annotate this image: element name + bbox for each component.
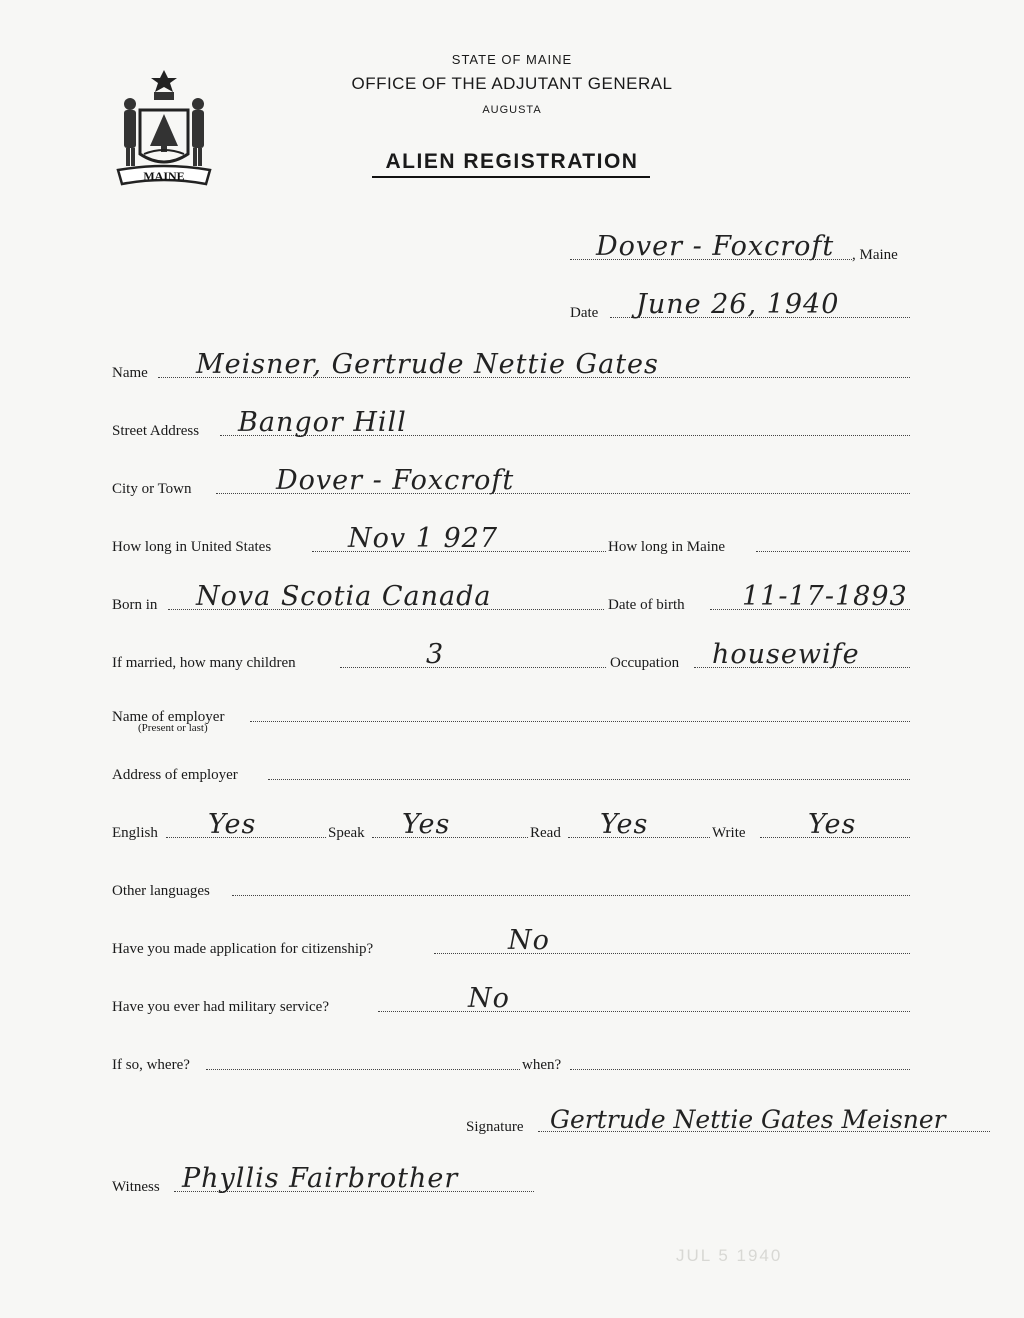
read-value[interactable]: Yes bbox=[600, 809, 649, 840]
place-suffix: , Maine bbox=[852, 247, 898, 263]
other-languages-label: Other languages bbox=[112, 883, 210, 899]
date-label: Date bbox=[570, 305, 599, 321]
read-label: Read bbox=[530, 825, 561, 841]
street-value[interactable]: Bangor Hill bbox=[238, 407, 407, 438]
write-value[interactable]: Yes bbox=[808, 809, 857, 840]
military-label: Have you ever had military service? bbox=[112, 999, 329, 1015]
name-label: Name bbox=[112, 365, 148, 381]
maine-state-seal-icon bbox=[110, 66, 218, 192]
other-languages-row bbox=[112, 872, 910, 902]
us-duration-label: How long in United States bbox=[112, 539, 272, 555]
children-value[interactable]: 3 bbox=[426, 639, 445, 670]
birth-row bbox=[112, 581, 910, 616]
witness-row bbox=[112, 1163, 540, 1198]
born-in-label: Born in bbox=[112, 597, 158, 613]
place-row bbox=[560, 231, 920, 266]
date-value[interactable]: June 26, 1940 bbox=[636, 289, 840, 320]
occupation-value[interactable]: housewife bbox=[712, 639, 860, 670]
citizenship-value[interactable]: No bbox=[508, 925, 550, 956]
city-label: City or Town bbox=[112, 481, 192, 497]
military-row bbox=[112, 983, 910, 1018]
date-row bbox=[570, 289, 910, 324]
header-office: OFFICE OF THE ADJUTANT GENERAL bbox=[351, 74, 673, 93]
witness-value[interactable]: Phyllis Fairbrother bbox=[182, 1163, 459, 1194]
signature-row bbox=[466, 1105, 996, 1138]
form-title: ALIEN REGISTRATION bbox=[385, 150, 639, 173]
dob-label: Date of birth bbox=[608, 597, 685, 613]
us-duration-value[interactable]: Nov 1 927 bbox=[348, 523, 499, 554]
employer-row bbox=[112, 698, 910, 728]
english-value[interactable]: Yes bbox=[208, 809, 257, 840]
employer-label: Name of employer bbox=[112, 709, 225, 725]
write-label: Write bbox=[712, 825, 746, 841]
header-state: STATE OF MAINE bbox=[451, 52, 573, 67]
when-label: when? bbox=[522, 1057, 562, 1073]
speak-value[interactable]: Yes bbox=[402, 809, 451, 840]
received-stamp: JUL 5 1940 bbox=[676, 1246, 783, 1265]
where-label: If so, where? bbox=[112, 1057, 190, 1073]
citizenship-row bbox=[112, 925, 910, 960]
place-value[interactable]: Dover - Foxcroft bbox=[596, 231, 835, 262]
header-city: AUGUSTA bbox=[482, 104, 542, 116]
english-label: English bbox=[112, 825, 158, 841]
city-value[interactable]: Dover - Foxcroft bbox=[276, 465, 515, 496]
employer-address-label: Address of employer bbox=[112, 767, 238, 783]
dob-value[interactable]: 11-17-1893 bbox=[742, 581, 908, 612]
employer-address-row bbox=[112, 756, 910, 786]
title-underline bbox=[372, 176, 650, 178]
occupation-label: Occupation bbox=[610, 655, 680, 671]
city-row bbox=[112, 465, 910, 500]
street-label: Street Address bbox=[112, 423, 200, 439]
signature-label: Signature bbox=[466, 1119, 524, 1135]
citizenship-label: Have you made application for citizenship? bbox=[112, 941, 374, 957]
name-row bbox=[112, 349, 910, 384]
born-in-value[interactable]: Nova Scotia Canada bbox=[196, 581, 492, 612]
speak-label: Speak bbox=[328, 825, 365, 841]
name-value[interactable]: Meisner, Gertrude Nettie Gates bbox=[196, 349, 659, 380]
signature-value[interactable]: Gertrude Nettie Gates Meisner bbox=[550, 1105, 946, 1134]
residency-row bbox=[112, 523, 910, 558]
service-details-row bbox=[112, 1046, 910, 1076]
military-value[interactable]: No bbox=[468, 983, 510, 1014]
street-row bbox=[112, 407, 910, 442]
maine-duration-label: How long in Maine bbox=[608, 539, 726, 555]
witness-label: Witness bbox=[112, 1179, 160, 1195]
children-label: If married, how many children bbox=[112, 655, 296, 671]
seal-label: MAINE bbox=[143, 169, 185, 183]
employer-sub-label: (Present or last) bbox=[138, 722, 208, 734]
family-row bbox=[112, 639, 910, 674]
english-row bbox=[112, 809, 910, 844]
